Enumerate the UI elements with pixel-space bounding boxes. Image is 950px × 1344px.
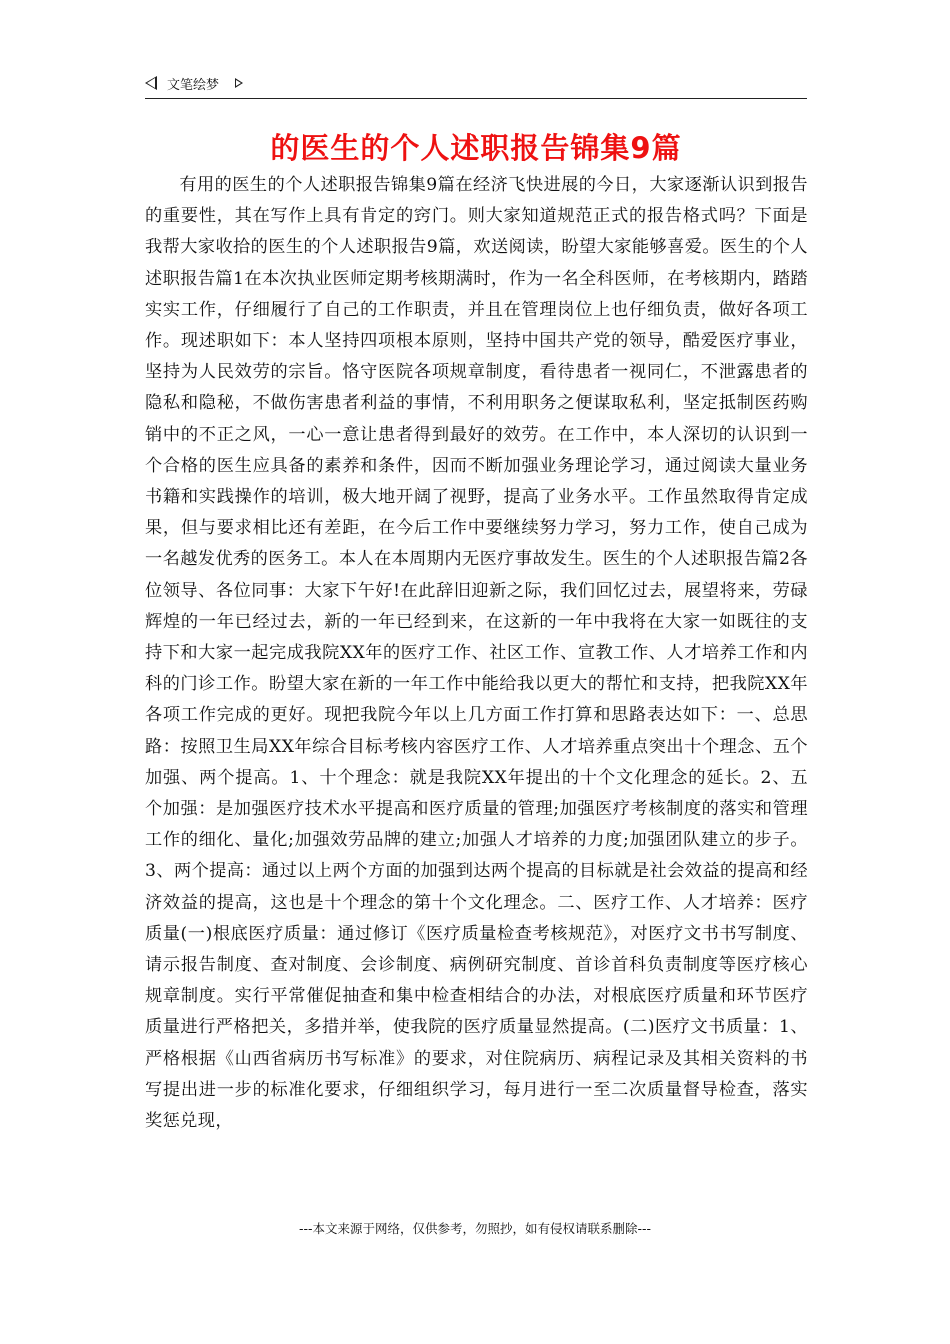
right-triangle-icon [235, 78, 243, 88]
header-brand: 文笔绘梦 [167, 78, 220, 93]
document-title: 的医生的个人述职报告锦集9篇 [270, 131, 682, 165]
footer-notice: ---本文来源于网络，仅供参考，勿照抄，如有侵权请联系删除--- [298, 1221, 652, 1236]
page-header [145, 72, 807, 99]
document-body: 有用的医生的个人述职报告锦集9篇在经济飞快进展的今日，大家逐渐认识到报告的重要性，其在写作上具有肯定的窍门。则大家知道规范正式的报告格式吗？下面是我帮大家收拾的医生的个人述职报告9篇，欢送阅读，盼望大家能够喜爱。医生的个人述职报告篇1在本次执业医师定期考核期满时，作为一名全科医师，在考核期内，踏踏实实工作，仔细履行了自己的工作职责，并且在管理岗位上也仔细负责，做好各项工作。现述职如下：本人坚持四项根本原则，坚持中国共产党的领导，酷爱医疗事业，坚持为人民效劳的宗旨。恪守医院各项规章制度，看待患者一视同仁，不泄露患者的隐私和隐秘，不做伤害患者利益的事情，不利用职务之便谋取私利，坚定抵制医药购销中的不正之风，一心一意让患者得到最好的效劳。在工作中，本人深切的认识到一个合格的医生应具备的素养和条件，因而不断加强业务理论学习，通过阅读大量业务书籍和实践操作的培训，极大地开阔了视野，提高了业务水平。工作虽然取得肯定成果，但与要求相比还有差距，在今后工作中要继续努力学习，努力工作，使自己成为一名越发优秀的医务工。本人在本周期内无医疗事故发生。医生的个人述职报告篇2各位领导、各位同事：大家下午好!在此辞旧迎新之际，我们回忆过去，展望将来，劳碌辉煌的一年已经过去，新的一年已经到来，在这新的一年中我将在大家一如既往的支持下和大家一起完成我院XX年的医疗工作、社区工作、宣教工作、人才培养工作和内科的门诊工作。盼望大家在新的一年工作中能给我以更大的帮忙和支持，把我院XX年各项工作完成的更好。现把我院今年以上几方面工作打算和思路表达如下：一、总思路：按照卫生局XX年综合目标考核内容医疗工作、人才培养重点突出十个理念、五个加强、两个提高。1、十个理念：就是我院XX年提出的十个文化理念的延长。2、五个加强：是加强医疗技术水平提高和医疗质量的管理;加强医疗考核制度的落实和管理工作的细化、量化;加强效劳品牌的建立;加强人才培养的力度;加强团队建立的步子。3、两个提高：通过以上两个方面的加强到达两个提高的目标就是社会效益的提高和经济效益的提高，这也是十个理念的第十个文化理念。二、医疗工作、人才培养：医疗质量(一)根底医疗质量：通过修订《医疗质量检查考核规范》，对医疗文书书写制度、请示报告制度、查对制度、会诊制度、病例研究制度、首诊首科负责制度等医疗核心规章制度。实行平常催促抽查和集中检查相结合的办法，对根底医疗质量和环节医疗质量进行严格把关，多措并举，使我院的医疗质量显然提高。(二)医疗文书质量：1、严格根据《山西省病历书写标准》的要求，对住院病历、病程记录及其相关资料的书写提出进一步的标准化要求，仔细组织学习，每月进行一至二次质量督导检查，落实奖惩兑现， [145, 175, 808, 1132]
left-triangle-icon [145, 76, 157, 90]
